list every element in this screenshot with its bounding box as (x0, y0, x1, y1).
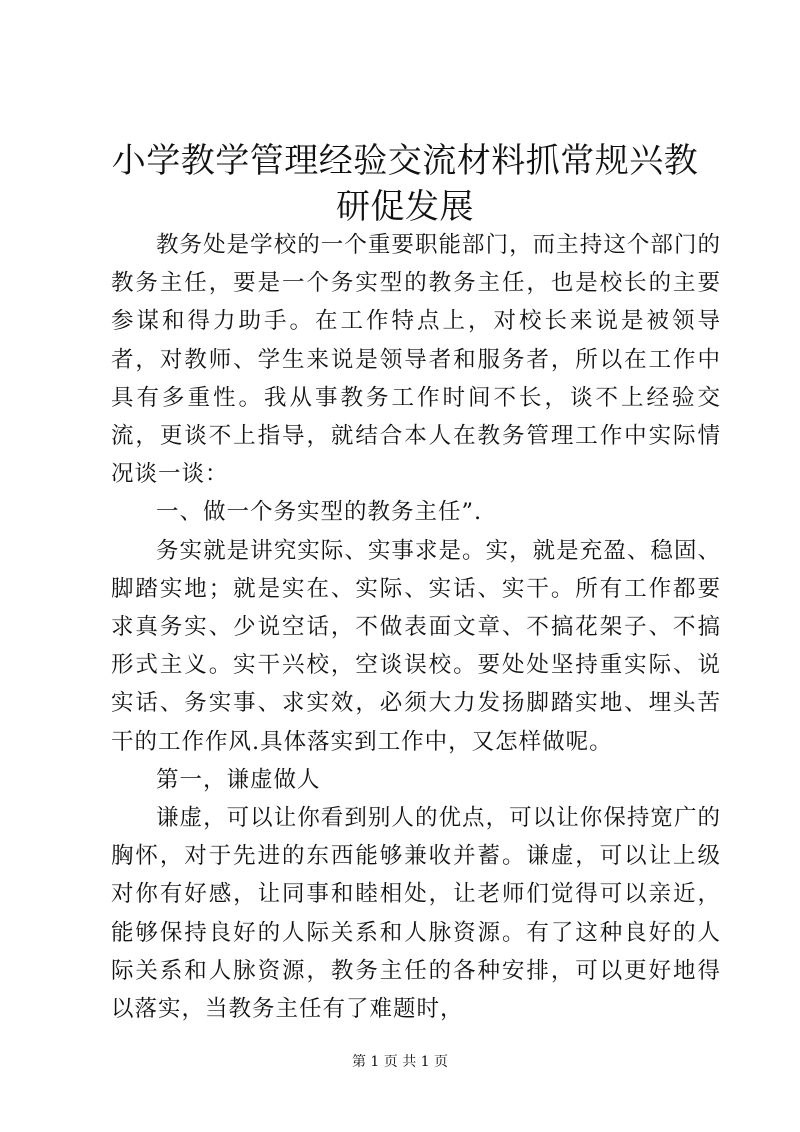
document-title: 小学教学管理经验交流材料抓常规兴教研促发展 (111, 141, 699, 227)
document-body (111, 226, 721, 1028)
page-footer: 第 1 页 共 1 页 (351, 1054, 449, 1070)
paragraph-heading-first: 第一，谦虚做人 (156, 766, 321, 793)
paragraph-intro: 教务处是学校的一个重要职能部门，而主持这个部门的教务主任，要是一个务实型的教务主任，也是校长的主要参谋和得力助手。在工作特点上，对校长来说是被领导者，对教师、学生来说是领导者和服务者，所以在工作中具有多重性。我从事教务工作时间不长，谈不上经验交流，更谈不上指导，就结合本人在教务管理工作中实际情况谈一谈： (111, 232, 721, 488)
paragraph-pragmatism: 务实就是讲究实际、实事求是。实，就是充盈、稳固、脚踏实地；就是实在、实际、实话、实干。所有工作都要求真务实、少说空话，不做表面文章、不搞花架子、不搞形式主义。实干兴校，空谈误校。要处处坚持重实际、说实话、务实事、求实效，必须大力发扬脚踏实地、埋头苦干的工作作风.具体落实到工作中，又怎样做呢。 (111, 537, 721, 755)
paragraph-modesty: 谦虚，可以让你看到别人的优点，可以让你保持宽广的胸怀，对于先进的东西能够兼收并蓄。谦虚，可以让上级对你有好感，让同事和睦相处，让老师们觉得可以亲近，能够保持良好的人际关系和人脉资源。有了这种良好的人际关系和人脉资源，教务主任的各种安排，可以更好地得以落实，当教务主任有了难题时， (111, 805, 721, 1023)
paragraph-heading-one: 一、做一个务实型的教务主任”. (156, 499, 483, 526)
